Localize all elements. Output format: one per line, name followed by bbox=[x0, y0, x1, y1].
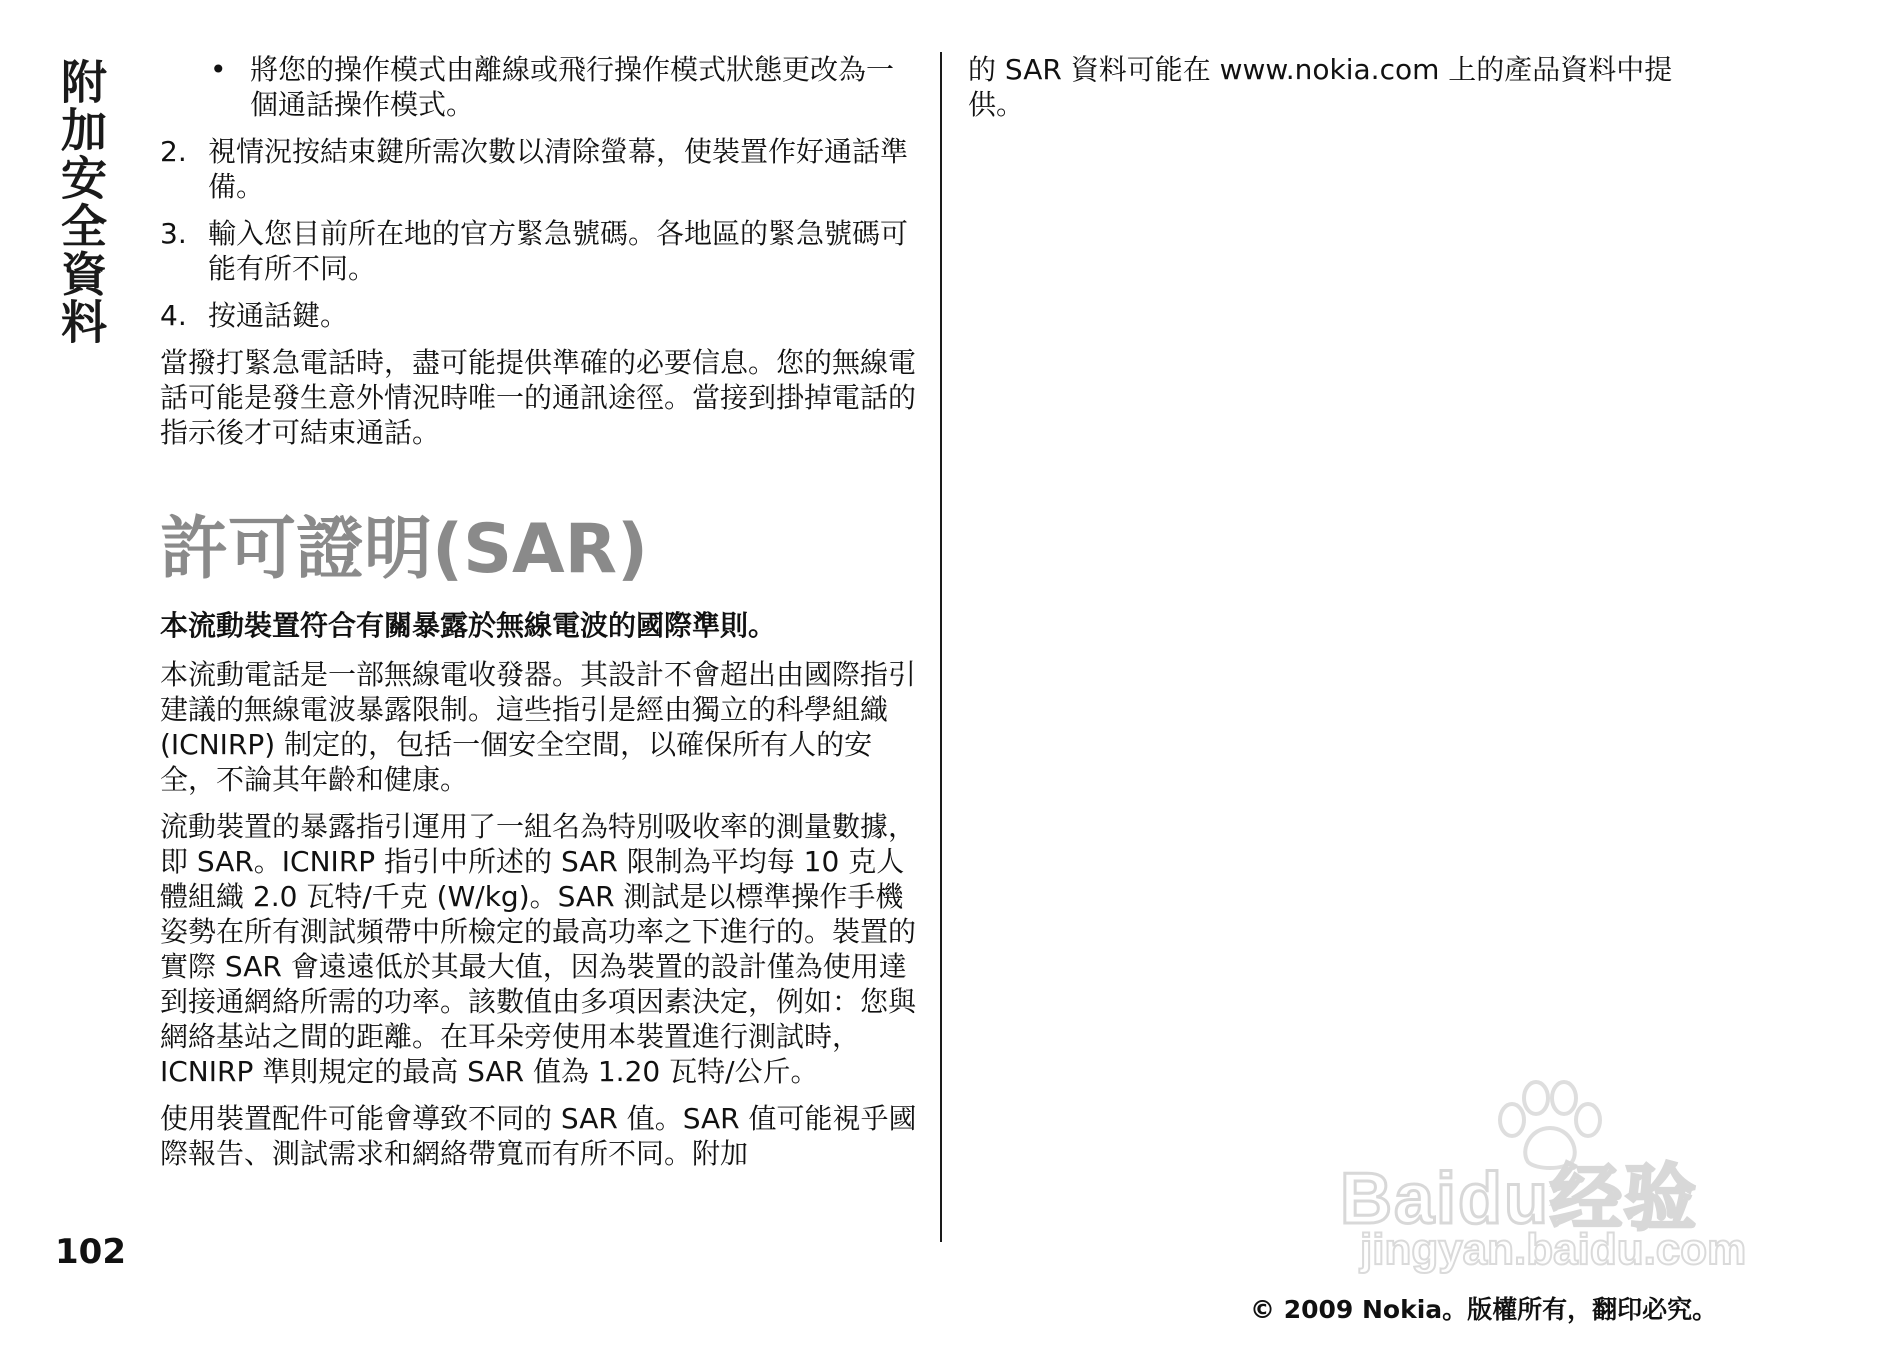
item-text: 視情況按結束鍵所需次數以清除螢幕，使裝置作好通話準備。 bbox=[208, 135, 909, 203]
right-column bbox=[968, 52, 1728, 134]
item-number: 2. bbox=[160, 135, 187, 168]
numbered-item-4 bbox=[160, 298, 920, 333]
item-text: 按通話鍵。 bbox=[208, 299, 349, 332]
item-number: 4. bbox=[160, 299, 187, 332]
list-item bbox=[160, 52, 920, 122]
continued-paragraph: 的 SAR 資料可能在 www.nokia.com 上的產品資料中提供。 bbox=[968, 53, 1673, 121]
column-divider bbox=[940, 52, 942, 1242]
left-column bbox=[160, 52, 920, 1183]
bullet-mark: • bbox=[210, 53, 227, 86]
baidu-watermark bbox=[1340, 1080, 1800, 1280]
section-heading: 許可證明(SAR) bbox=[160, 510, 649, 589]
watermark-logo-text: Baidu经验 bbox=[1340, 1159, 1699, 1239]
body-paragraph-2: 流動裝置的暴露指引運用了一組名為特別吸收率的測量數據，即 SAR。ICNIRP 指引中所述的 SAR 限制為平均每 10 克人體組織 2.0 瓦特/千克 (W/kg)。SAR 測試是以標準操作手機姿勢在所有測試頻帶中所檢定的最高功率之下進行的。裝置的實際 SAR 會遠遠低於其最大值，因為裝置的設計僅為使用達到接通網絡所需的功率。該數值由多項因素決定，例如：您與網絡基站之間的距離。在耳朵旁使用本裝置進行測試時，ICNIRP 準則規定的最高 SAR 值為 1.20 瓦特/公斤。 bbox=[160, 810, 917, 1088]
numbered-item-2 bbox=[160, 134, 920, 204]
body-paragraph-1: 本流動電話是一部無線電收發器。其設計不會超出由國際指引建議的無線電波暴露限制。這些指引是經由獨立的科學組織 (ICNIRP) 制定的，包括一個安全空間，以確保所有人的安全，不論其年齡和健康。 bbox=[160, 658, 917, 796]
body-paragraph-3: 使用裝置配件可能會導致不同的 SAR 值。SAR 值可能視乎國際報告、測試需求和網絡帶寬而有所不同。附加 bbox=[160, 1102, 917, 1170]
watermark-url-text: jingyan.baidu.com bbox=[1360, 1225, 1747, 1274]
emergency-paragraph: 當撥打緊急電話時，盡可能提供準確的必要信息。您的無線電話可能是發生意外情況時唯一的通訊途徑。當接到掛掉電話的指示後才可結束通話。 bbox=[160, 346, 917, 449]
side-tab-title: 附加安全資料 bbox=[54, 58, 108, 346]
numbered-item-3 bbox=[160, 216, 920, 286]
item-number: 3. bbox=[160, 217, 187, 250]
page-number: 102 bbox=[55, 1232, 126, 1272]
copyright-notice: © 2009 Nokia。版權所有，翻印必究。 bbox=[1250, 1295, 1718, 1324]
list-item-text: 將您的操作模式由離線或飛行操作模式狀態更改為一個通話操作模式。 bbox=[250, 53, 895, 121]
item-text: 輸入您目前所在地的官方緊急號碼。各地區的緊急號碼可能有所不同。 bbox=[208, 217, 909, 285]
section-lead: 本流動裝置符合有關暴露於無線電波的國際準則。 bbox=[160, 609, 777, 642]
